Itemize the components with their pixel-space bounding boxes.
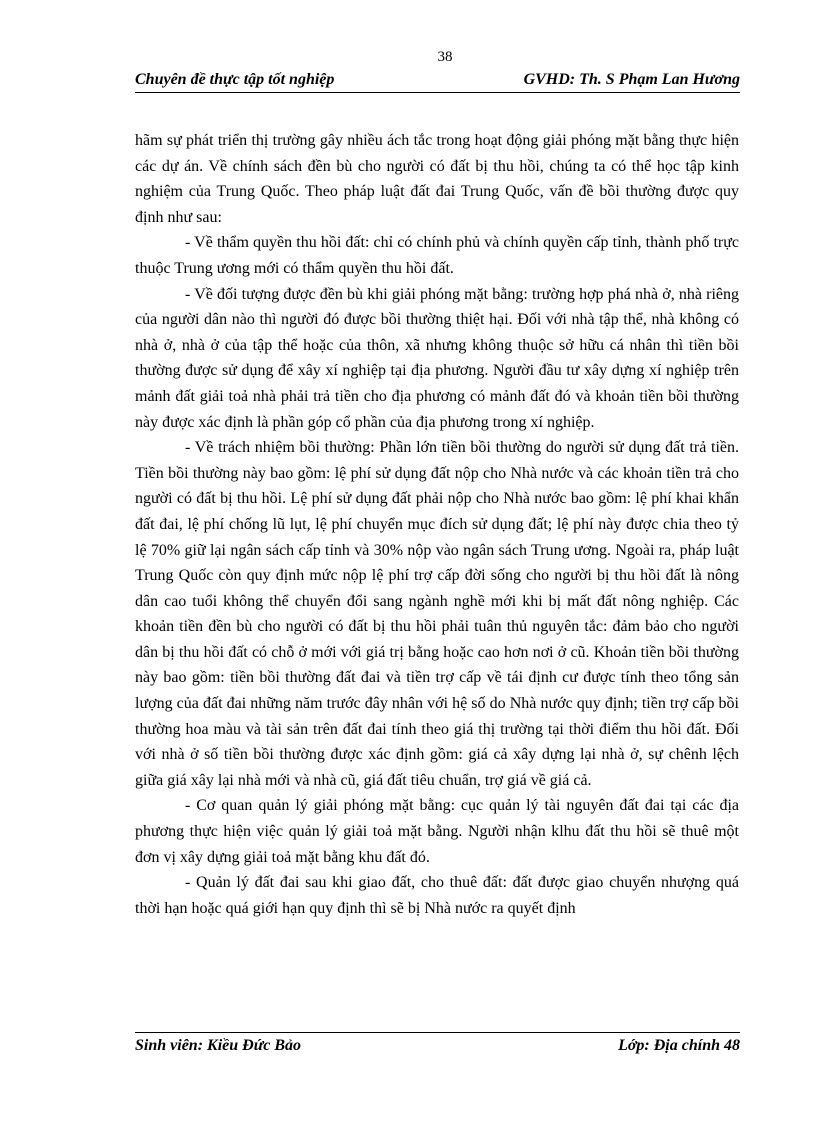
paragraph-compensation-responsibility: - Về trách nhiệm bồi thường: Phần lớn tiền bồi thường do người sử dụng đất trả tiền. Tiền bồi thường này bao gồm: lệ phí sử dụng đất nộp cho Nhà nước và các khoản tiền trả cho người có đất bị thu hồi. Lệ phí sử dụng đất phải nộp cho Nhà nước bao gồm: lệ phí khai khẩn đất đai, lệ phí chống lũ lụt, lệ phí chuyển mục đích sử dụng đất; lệ phí này được chia theo tỷ lệ 70% giữ lại ngân sách cấp tỉnh và 30% nộp vào ngân sách Trung ương. Ngoài ra, pháp luật Trung Quốc còn quy định mức nộp lệ phí trợ cấp đời sống cho người bị thu hồi đất là nông dân cao tuổi không thể chuyển đổi sang ngành nghề mới khi bị mất đất nông nghiệp. Các khoản tiền đền bù cho người có đất bị thu hồi phải tuân thủ nguyên tắc: đảm bảo cho người dân bị thu hồi đất có chỗ ở mới với giá trị bằng hoặc cao hơn nơi ở cũ. Khoản tiền bồi thường này bao gồm: tiền bồi thường đất đai và tiền trợ cấp về tái định cư được tính theo tổng sản lượng của đất đai những năm trước đây nhân với hệ số do Nhà nước quy định; tiền trợ cấp bồi thường hoa màu và tài sản trên đất đai tính theo giá thị trường tại thời điểm thu hồi đất. Đối với nhà ở số tiền bồi thường được xác định gồm: giá cả xây dựng lại nhà ở, sự chênh lệch giữa giá xây lại nhà mới và nhà cũ, giá đất tiêu chuẩn, trợ giá về giá cả. xyxy=(135,439,739,789)
header-supervisor: GVHD: Th. S Phạm Lan Hương xyxy=(523,71,740,88)
header-thesis-title: Chuyên đề thực tập tốt nghiệp xyxy=(135,71,335,88)
page-header xyxy=(135,68,740,93)
paragraph-management-agency: - Cơ quan quản lý giải phóng mặt bằng: cục quản lý tài nguyên đất đai tại các địa phương thực hiện việc quản lý giải toả mặt bằng. Người nhận klhu đất thu hồi sẽ thuê một đơn vị xây dựng giải toả mặt bằng khu đất đó. xyxy=(135,797,739,866)
paragraph-authority: - Về thẩm quyền thu hồi đất: chỉ có chính phủ và chính quyền cấp tỉnh, thành phố trực thuộc Trung ương mới có thẩm quyền thu hồi đất. xyxy=(135,234,739,277)
paragraph-land-management: - Quản lý đất đai sau khi giao đất, cho thuê đất: đất được giao chuyển nhượng quá thời hạn hoặc quá giới hạn quy định thì sẽ bị Nhà nước ra quyết định xyxy=(135,874,739,917)
paragraph-compensation-subjects: - Về đối tượng được đền bù khi giải phóng mặt bằng: trường hợp phá nhà ở, nhà riêng của người dân nào thì người đó được bồi thường thiệt hại. Đối với nhà tập thể, nhà không có nhà ở, nhà ở của tập thể hoặc của thôn, xã nhưng không thuộc sở hữu cá nhân thì tiền bồi thường được sử dụng để xây xí nghiệp tại địa phương. Người đầu tư xây dựng xí nghiệp trên mảnh đất giải toả nhà phải trả tiền cho địa phương có mảnh đất đó và khoản tiền bồi thường này được xác định là phần góp cổ phần của địa phương trong xí nghiệp. xyxy=(135,285,739,431)
page-footer xyxy=(135,1032,740,1061)
document-body xyxy=(135,128,739,921)
paragraph-continuation: hãm sự phát triển thị trường gây nhiều ách tắc trong hoạt động giải phóng mặt bằng thực hiện các dự án. Về chính sách đền bù cho người có đất bị thu hồi, chúng ta có thể học tập kinh nghiệm của Trung Quốc. Theo pháp luật đất đai Trung Quốc, vấn đề bồi thường được quy định như sau: xyxy=(135,132,739,226)
footer-class: Lớp: Địa chính 48 xyxy=(618,1037,740,1054)
page-number: 38 xyxy=(437,49,453,65)
footer-student: Sinh viên: Kiều Đức Bảo xyxy=(135,1037,302,1054)
